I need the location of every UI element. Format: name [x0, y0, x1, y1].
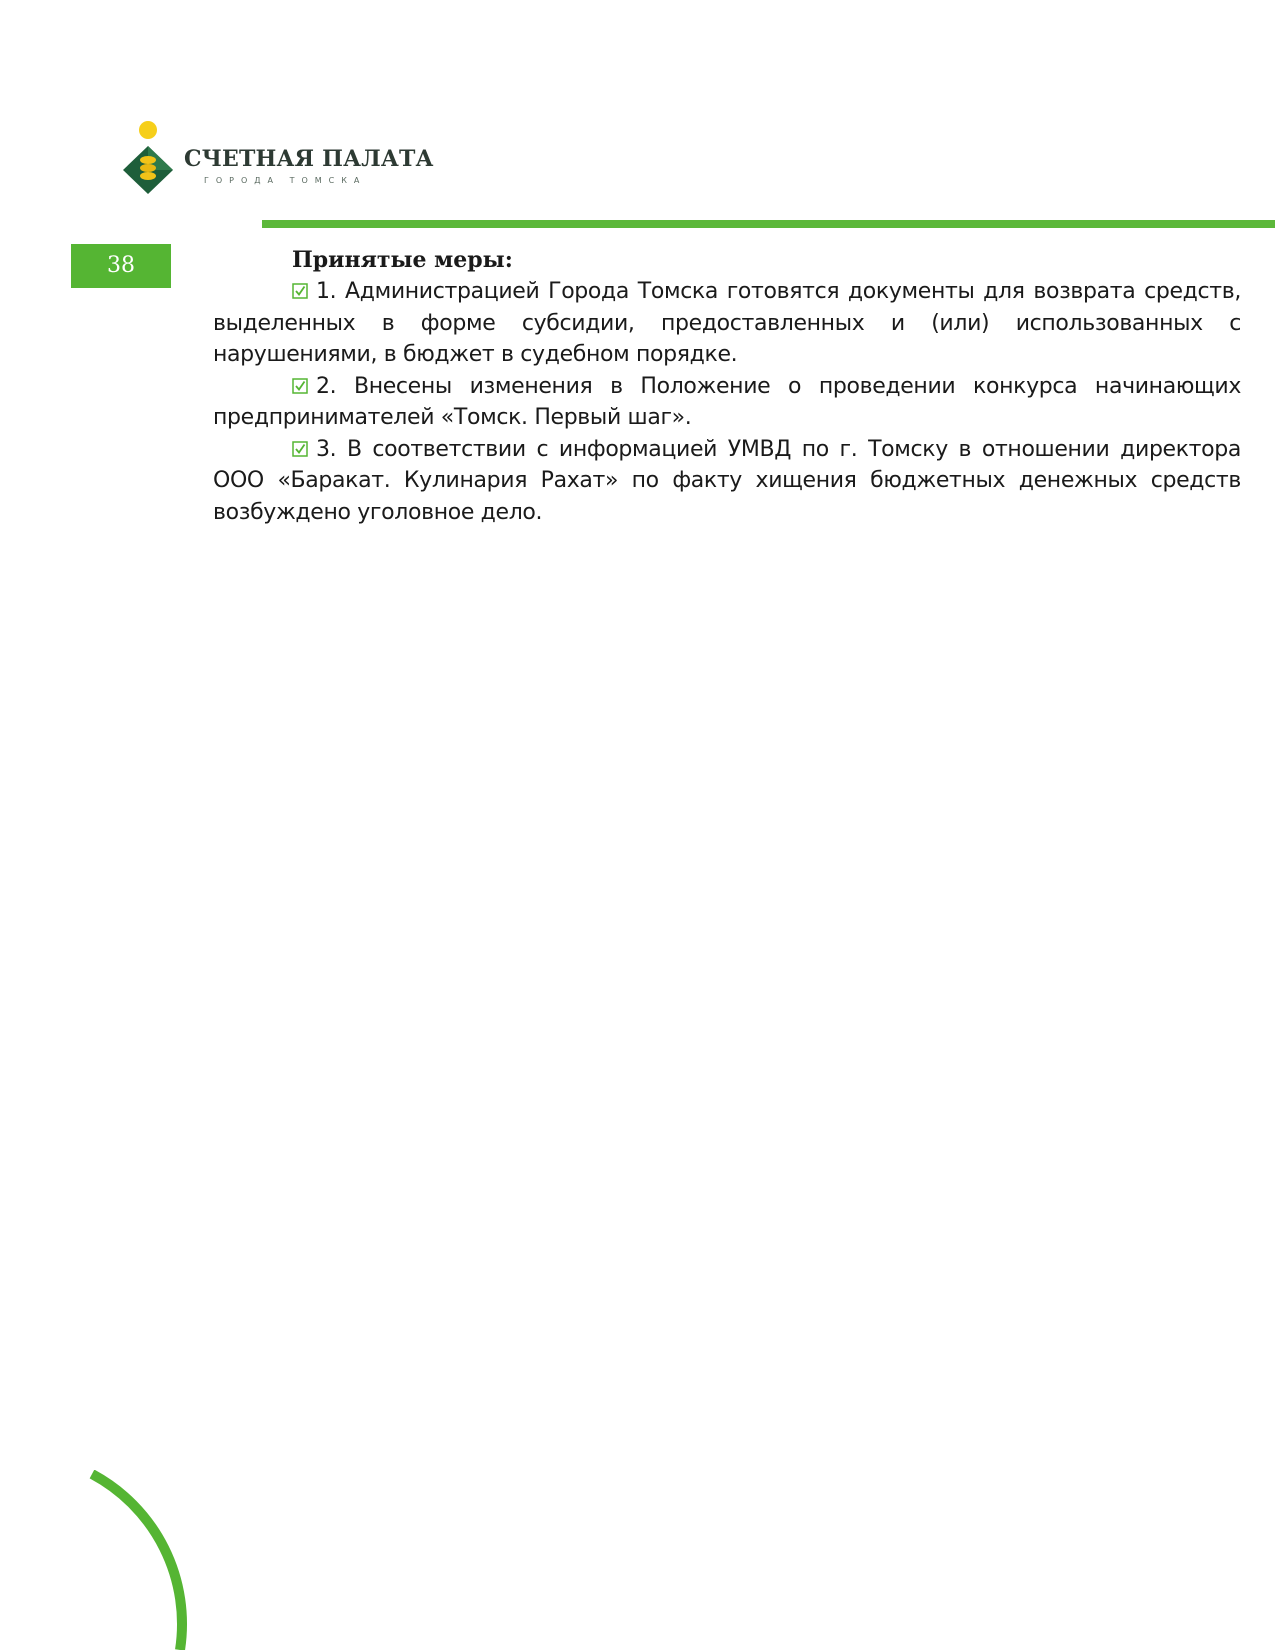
measure-item [213, 434, 1241, 529]
logo-mark-icon [118, 118, 178, 198]
measure-item [213, 371, 1241, 434]
page-number: 38 [71, 244, 171, 288]
measure-text: 1. Администрацией Города Томска готовятся документы для возврата средств, выделенных в форме субсидии, предоставленных и (или) использованных с нарушениями, в бюджет в судебном порядке. [213, 279, 1241, 367]
measure-text: 2. Внесены изменения в Положение о проведении конкурса начинающих предпринимателей «Томск. Первый шаг». [213, 373, 1241, 430]
logo [118, 118, 434, 198]
decorative-arc [0, 1470, 200, 1650]
org-name: СЧЕТНАЯ ПАЛАТА [184, 146, 434, 172]
measure-text: 3. В соответствии с информацией УМВД по г. Томску в отношении директора ООО «Баракат. Кулинария Рахат» по факту хищения бюджетных денежных средств возбуждено уголовное дело. [213, 436, 1241, 525]
measures-section [213, 244, 1241, 528]
org-subtitle: ГОРОДА ТОМСКА [204, 176, 367, 185]
checkbox-checked-icon [292, 283, 308, 299]
header-rule [262, 220, 1275, 228]
checkbox-checked-icon [292, 441, 308, 457]
section-heading: Принятые меры: [292, 247, 513, 273]
measure-item [213, 276, 1241, 371]
checkbox-checked-icon [292, 378, 308, 394]
